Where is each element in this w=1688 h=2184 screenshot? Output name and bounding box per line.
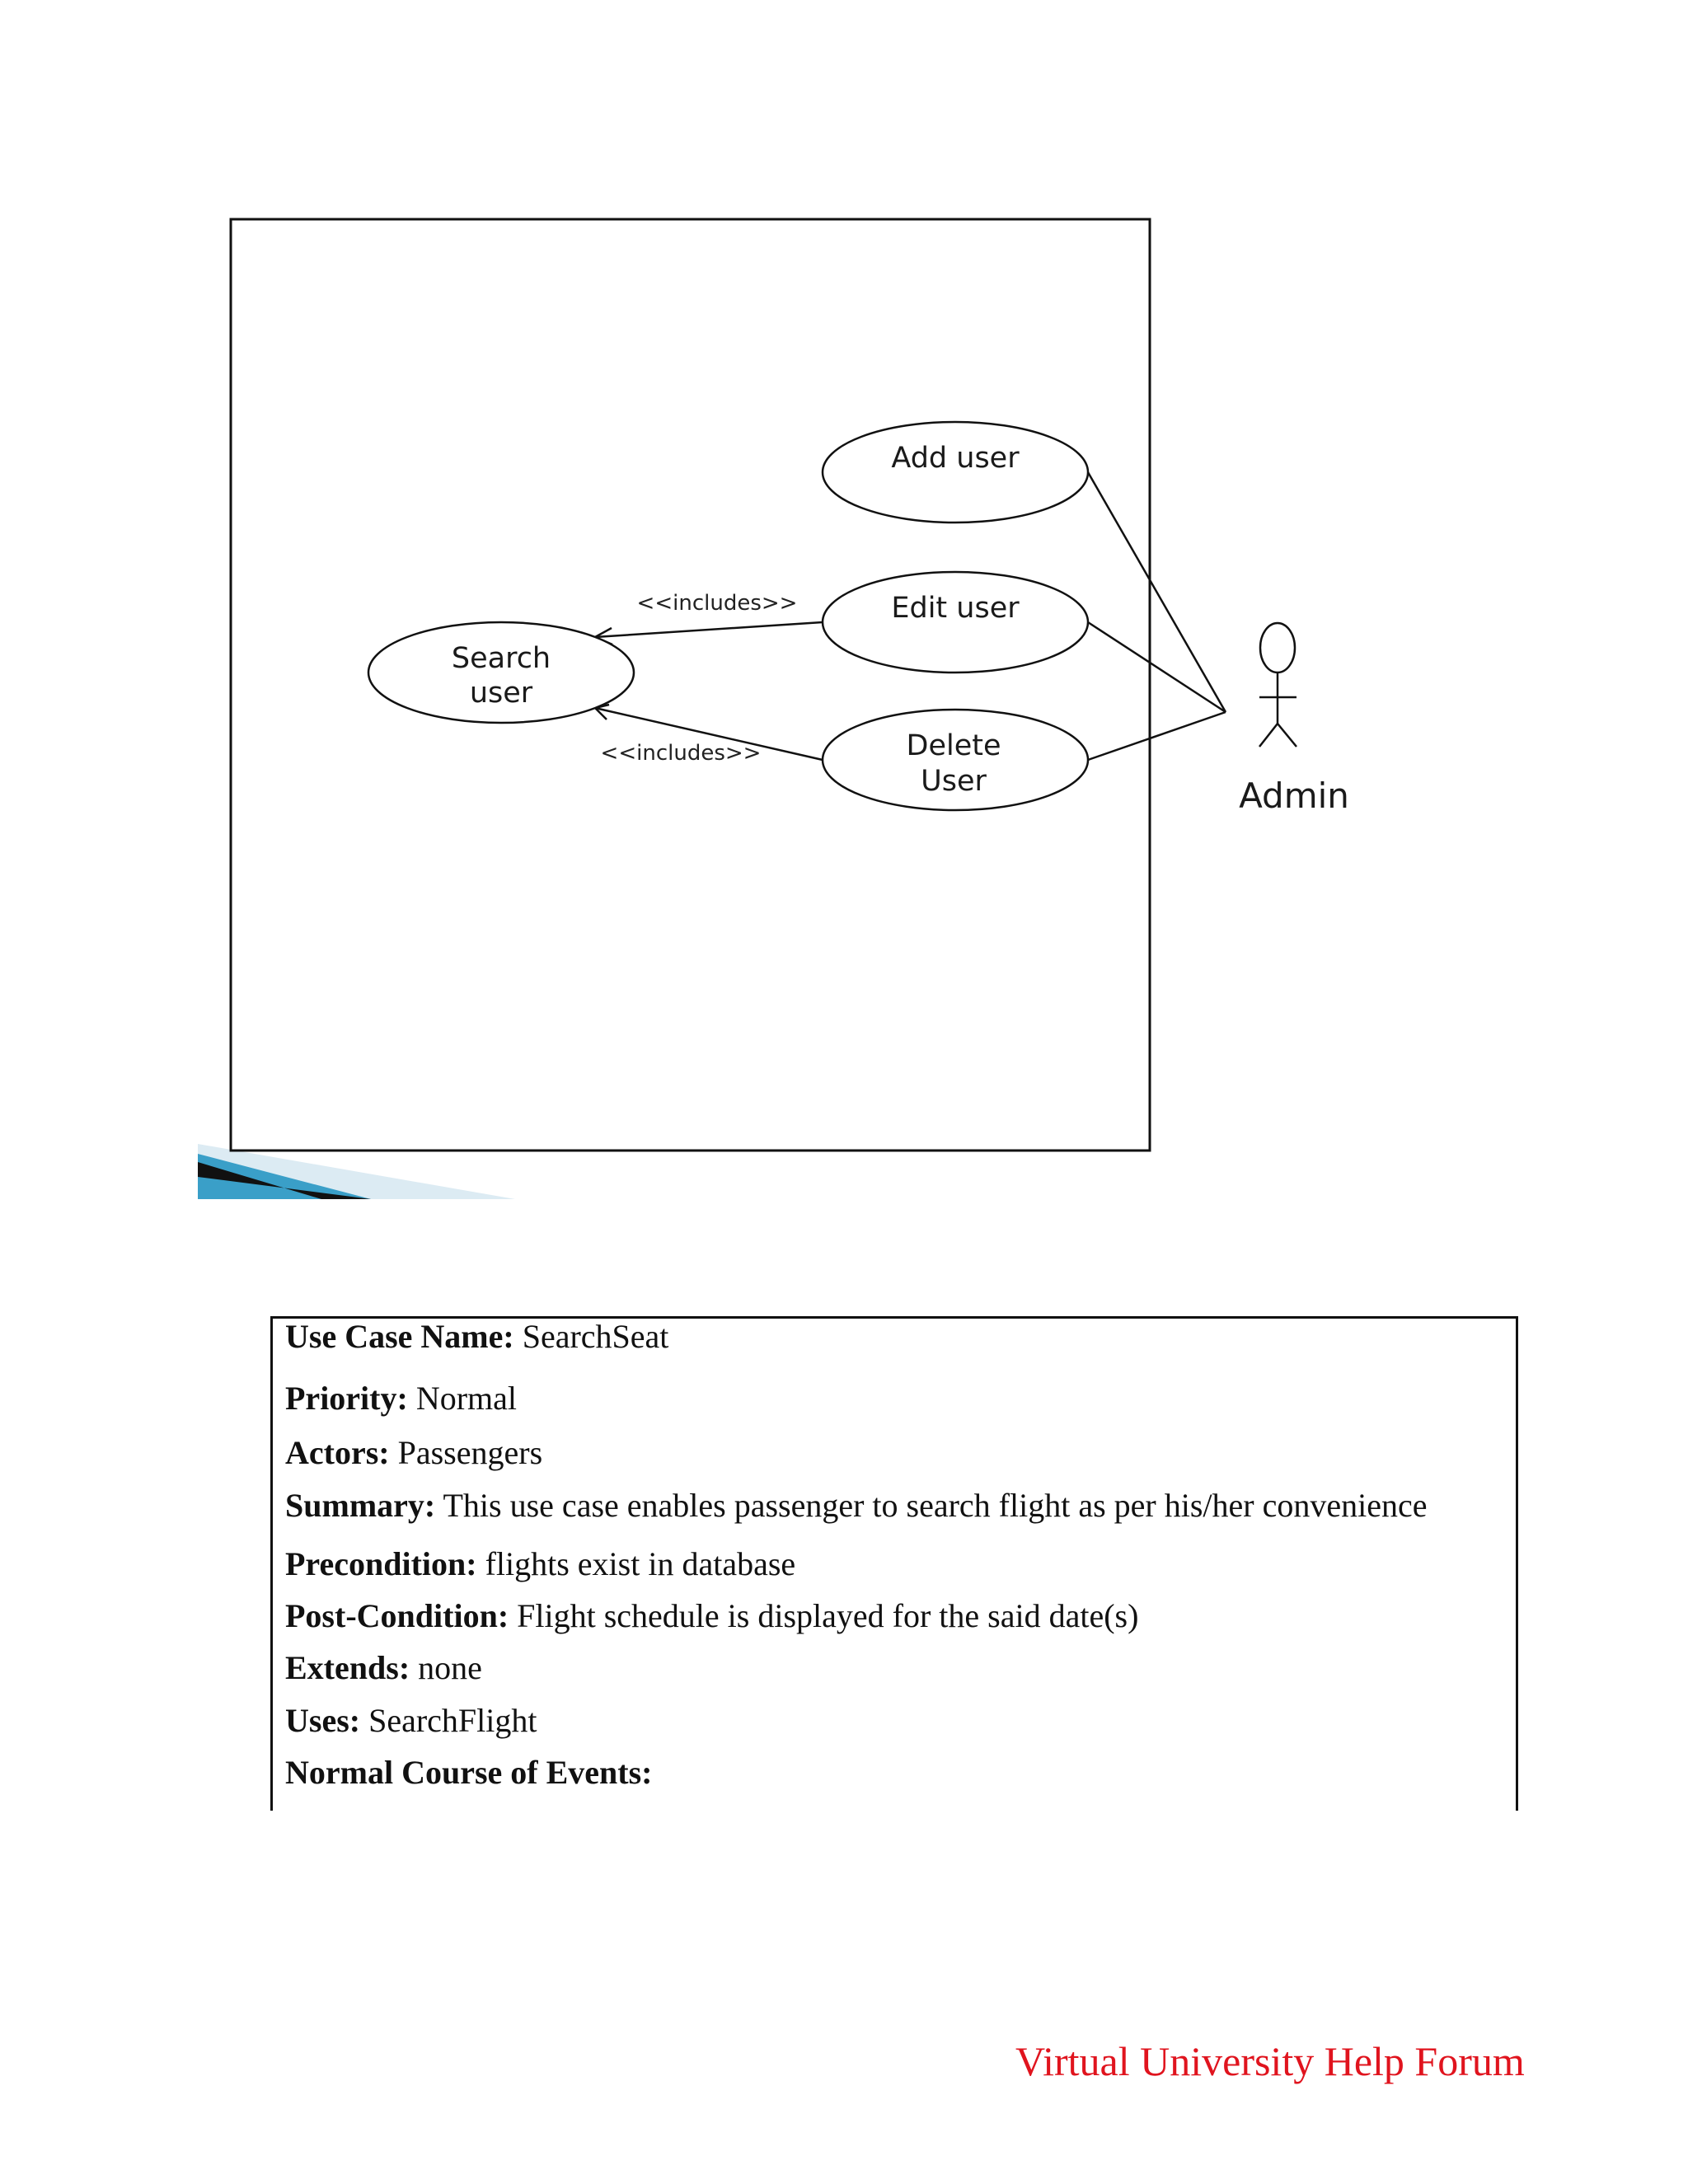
- use-case-add-user: [823, 422, 1088, 523]
- use-case-delete-user: [823, 710, 1088, 810]
- spec-value: Passengers: [397, 1434, 543, 1471]
- spec-row: [285, 1544, 795, 1583]
- spec-row: [285, 1317, 668, 1356]
- include-label: <<includes>>: [600, 741, 762, 766]
- actor-associations: [1088, 472, 1226, 760]
- spec-row: [285, 1596, 1138, 1635]
- footer-credit: Virtual University Help Forum: [1015, 2038, 1525, 2084]
- spec-key: Priority:: [285, 1380, 408, 1417]
- spec-key: Precondition:: [285, 1545, 477, 1582]
- actor-figure-icon: [1259, 623, 1296, 747]
- spec-row: [285, 1753, 653, 1792]
- use-case-label: Edit user: [891, 592, 1020, 625]
- spec-row: [285, 1701, 537, 1740]
- spec-key: Use Case Name:: [285, 1318, 514, 1355]
- spec-value: SearchFlight: [368, 1702, 537, 1739]
- use-case-edit-user: [823, 572, 1088, 673]
- spec-row: [285, 1486, 1427, 1525]
- use-case-label: Add user: [891, 442, 1020, 475]
- actor-label: Admin: [1239, 776, 1349, 816]
- system-boundary: [231, 219, 1150, 1151]
- spec-value: SearchSeat: [522, 1318, 669, 1355]
- use-case-label: Search: [451, 642, 551, 675]
- spec-key: Extends:: [285, 1649, 410, 1686]
- include-label: <<includes>>: [636, 591, 798, 616]
- spec-row: [285, 1648, 482, 1687]
- use-case-label: user: [469, 677, 533, 710]
- spec-key: Actors:: [285, 1434, 390, 1471]
- spec-key: Summary:: [285, 1487, 436, 1524]
- spec-value: Flight schedule is displayed for the said date(s): [517, 1597, 1139, 1634]
- spec-value: Normal: [415, 1380, 517, 1417]
- spec-key: Post-Condition:: [285, 1597, 509, 1634]
- spec-value: This use case enables passenger to search flight as per his/her convenience: [443, 1487, 1428, 1524]
- spec-value: none: [418, 1649, 482, 1686]
- spec-value: flights exist in database: [485, 1545, 796, 1582]
- include-edge: [595, 622, 823, 644]
- use-case-search-user: [368, 622, 634, 723]
- use-case-label: Delete: [906, 729, 1001, 762]
- slide-corner-decoration: [198, 1144, 515, 1199]
- spec-row: [285, 1379, 517, 1418]
- use-case-label: User: [921, 765, 987, 798]
- spec-key: Uses:: [285, 1702, 361, 1739]
- spec-row: [285, 1433, 542, 1472]
- spec-key: Normal Course of Events:: [285, 1754, 653, 1791]
